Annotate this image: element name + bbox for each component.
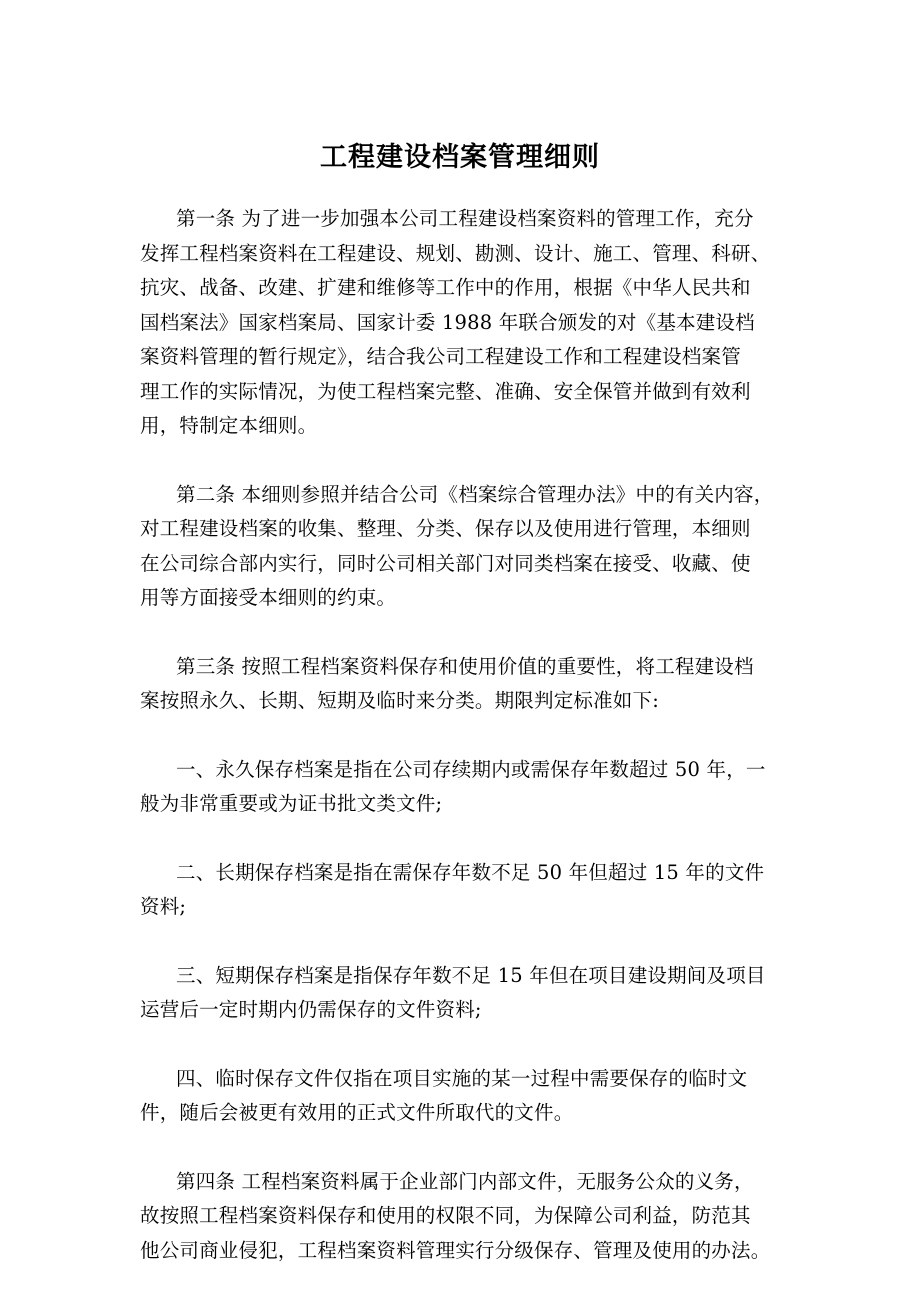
paragraph-item-3 [140, 959, 810, 1028]
paragraph-spacer [140, 719, 810, 753]
paragraph-line: 二、长期保存档案是指在需保存年数不足 50 年但超过 15 年的文件 [176, 860, 765, 884]
paragraph-line: 用，特制定本细则。 [140, 414, 318, 437]
document-body [140, 202, 810, 1268]
paragraph-spacer [140, 1131, 810, 1165]
paragraph-spacer [140, 616, 810, 650]
paragraph-spacer [140, 925, 810, 959]
paragraph-line: 第二条 本细则参照并结合公司《档案综合管理办法》中的有关内容， [176, 482, 774, 506]
paragraph-line: 四、临时保存文件仅指在项目实施的某一过程中需要保存的临时文 [176, 1066, 748, 1090]
paragraph-line: 运营后一定时期内仍需保存的文件资料; [140, 998, 482, 1021]
paragraph-line: 般为非常重要或为证书批文类文件; [140, 792, 443, 815]
paragraph-line: 故按照工程档案资料保存和使用的权限不同，为保障公司利益，防范其 [140, 1204, 751, 1227]
paragraph-line: 第三条 按照工程档案资料保存和使用价值的重要性，将工程建设档 [176, 654, 754, 678]
document-title: 工程建设档案管理细则 [320, 142, 600, 173]
paragraph-item-4 [140, 1062, 810, 1131]
paragraph-line: 对工程建设档案的收集、整理、分类、保存以及使用进行管理，本细则 [140, 517, 751, 540]
paragraph-article-4 [140, 1165, 810, 1269]
paragraph-line: 国档案法》国家档案局、国家计委 1988 年联合颁发的对《基本建设档 [140, 310, 755, 334]
paragraph-line: 第一条 为了进一步加强本公司工程建设档案资料的管理工作，充分 [176, 207, 754, 230]
paragraph-line: 第四条 工程档案资料属于企业部门内部文件，无服务公众的义务， [176, 1169, 754, 1193]
paragraph-article-2 [140, 478, 810, 616]
paragraph-article-1 [140, 202, 810, 444]
paragraph-line: 抗灾、战备、改建、扩建和维修等工作中的作用，根据《中华人民共和 [140, 276, 751, 299]
paragraph-line: 用等方面接受本细则的约束。 [140, 586, 397, 609]
paragraph-spacer [140, 444, 810, 478]
paragraph-line: 发挥工程档案资料在工程建设、规划、勘测、设计、施工、管理、科研、 [140, 241, 771, 265]
paragraph-line: 一、永久保存档案是指在公司存续期内或需保存年数超过 50 年，一 [176, 757, 766, 781]
paragraph-line: 三、短期保存档案是指保存年数不足 15 年但在项目建设期间及项目 [176, 963, 766, 987]
paragraph-article-3 [140, 650, 810, 719]
paragraph-line: 理工作的实际情况，为使工程档案完整、准确、安全保管并做到有效利 [140, 379, 751, 403]
paragraph-item-1 [140, 753, 810, 822]
paragraph-spacer [140, 822, 810, 856]
paragraph-line: 案资料管理的暂行规定》，结合我公司工程建设工作和工程建设档案管 [140, 345, 741, 368]
paragraph-line: 件，随后会被更有效用的正式文件所取代的文件。 [140, 1101, 574, 1124]
paragraph-line: 案按照永久、长期、短期及临时来分类。期限判定标准如下: [140, 689, 659, 712]
paragraph-line: 在公司综合部内实行，同时公司相关部门对同类档案在接受、收藏、使 [140, 551, 751, 575]
paragraph-item-2 [140, 856, 810, 925]
paragraph-line: 他公司商业侵犯，工程档案资料管理实行分级保存、管理及使用的办法。 [140, 1238, 771, 1262]
paragraph-line: 资料; [140, 895, 187, 918]
paragraph-spacer [140, 1028, 810, 1062]
